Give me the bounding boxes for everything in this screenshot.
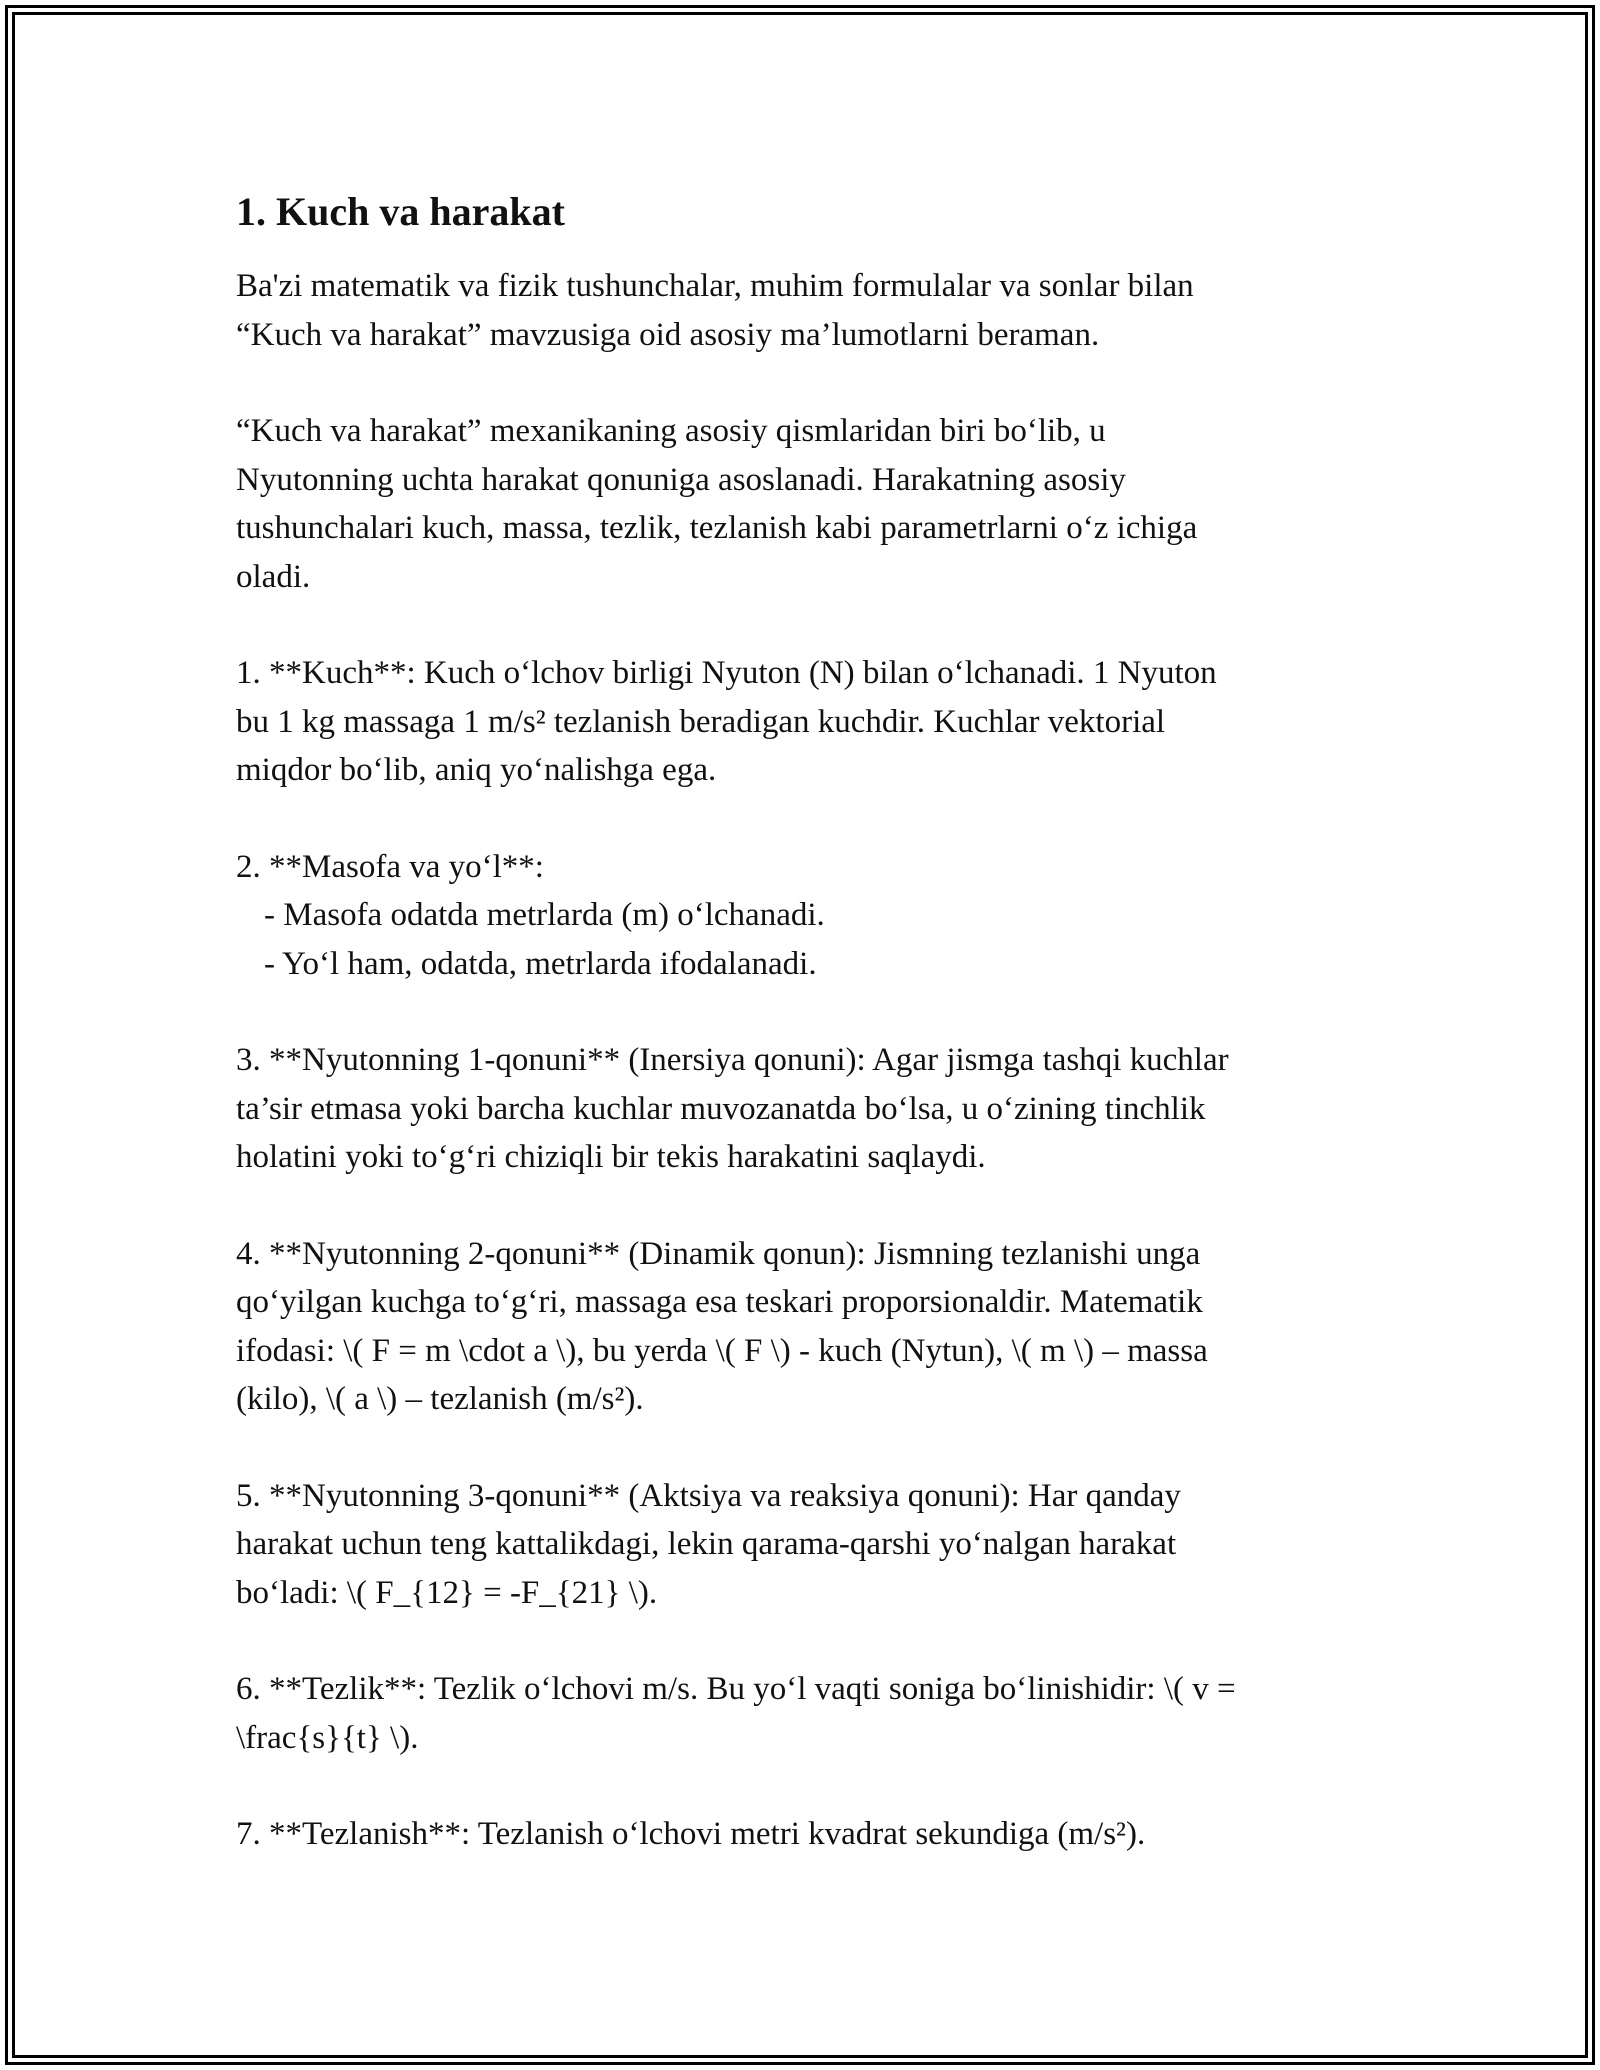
- text-line: qo‘yilgan kuchga to‘g‘ri, massaga esa teskari proporsionaldir. Matematik: [236, 1284, 1203, 1320]
- text-line: Nyutonning uchta harakat qonuniga asoslanadi. Harakatning asosiy: [236, 461, 1126, 498]
- intro-paragraph: [236, 262, 1366, 359]
- text-line: bo‘ladi: \( F_{12} = -F_{21} \).: [236, 1574, 658, 1611]
- text-line: 7. **Tezlanish**: Tezlanish o‘lchovi metri kvadrat sekundiga (m/s²).: [236, 1816, 1146, 1852]
- bullet-line: - Masofa odatda metrlarda (m) o‘lchanadi.: [264, 897, 825, 933]
- text-line: Ba'zi matematik va fizik tushunchalar, muhim formulalar va sonlar bilan: [236, 268, 1194, 304]
- overview-paragraph: [236, 407, 1366, 601]
- bullet-line: - Yo‘l ham, odatda, metrlarda ifodalanadi.: [264, 945, 817, 982]
- text-line: “Kuch va harakat” mavzusiga oid asosiy ma’lumotlarni beraman.: [236, 316, 1100, 353]
- item-tezlanish: [236, 1810, 1366, 1859]
- document-title: 1. Kuch va harakat: [236, 189, 565, 234]
- text-line: “Kuch va harakat” mexanikaning asosiy qismlaridan biri bo‘lib, u: [236, 413, 1106, 449]
- document-body: [236, 186, 1366, 1907]
- text-line: 2. **Masofa va yo‘l**:: [236, 848, 544, 885]
- text-line: 5. **Nyutonning 3-qonuni** (Aktsiya va reaksiya qonuni): Har qanday: [236, 1477, 1181, 1514]
- text-line: oladi.: [236, 558, 311, 595]
- text-line: 3. **Nyutonning 1-qonuni** (Inersiya qonuni): Agar jismga tashqi kuchlar: [236, 1042, 1229, 1078]
- item-tezlik: [236, 1665, 1366, 1762]
- text-line: 1. **Kuch**: Kuch o‘lchov birligi Nyuton (N) bilan o‘lchanadi. 1 Nyuton: [236, 655, 1217, 691]
- text-line: ta’sir etmasa yoki barcha kuchlar muvozanatda bo‘lsa, u o‘zining tinchlik: [236, 1090, 1206, 1127]
- item-newton-second-law: [236, 1230, 1366, 1424]
- text-line: harakat uchun teng kattalikdagi, lekin qarama-qarshi yo‘nalgan harakat: [236, 1526, 1177, 1562]
- item-kuch: [236, 649, 1366, 795]
- text-line: miqdor bo‘lib, aniq yo‘nalishga ega.: [236, 752, 717, 788]
- text-line: ifodasi: \( F = m \cdot a \), bu yerda \( F \) - kuch (Nytun), \( m \) – massa: [236, 1332, 1208, 1369]
- text-line: bu 1 kg massaga 1 m/s² tezlanish beradigan kuchdir. Kuchlar vektorial: [236, 703, 1166, 740]
- text-line: holatini yoki to‘g‘ri chiziqli bir tekis harakatini saqlaydi.: [236, 1139, 986, 1175]
- item-masofa: [236, 843, 1366, 989]
- text-line: 6. **Tezlik**: Tezlik o‘lchovi m/s. Bu yo‘l vaqti soniga bo‘linishidir: \( v =: [236, 1671, 1236, 1707]
- item-newton-third-law: [236, 1472, 1366, 1618]
- text-line: 4. **Nyutonning 2-qonuni** (Dinamik qonun): Jismning tezlanishi unga: [236, 1235, 1201, 1272]
- text-line: (kilo), \( a \) – tezlanish (m/s²).: [236, 1381, 644, 1417]
- text-line: tushunchalari kuch, massa, tezlik, tezlanish kabi parametrlarni o‘z ichiga: [236, 510, 1198, 546]
- text-line: \frac{s}{t} \).: [236, 1719, 419, 1756]
- item-newton-first-law: [236, 1036, 1366, 1182]
